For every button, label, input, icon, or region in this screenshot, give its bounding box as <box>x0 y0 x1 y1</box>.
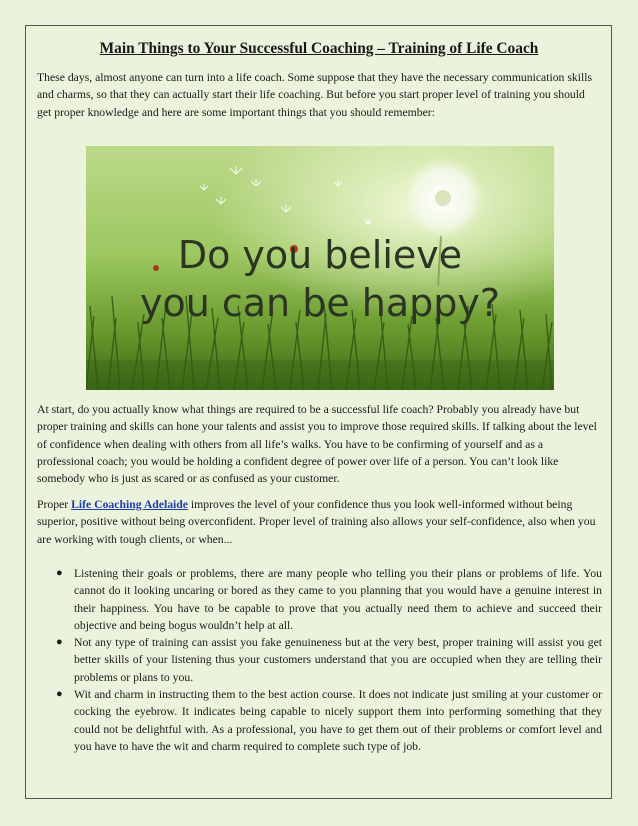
bullet-icon: ● <box>56 636 63 649</box>
image-caption-line1: Do you believe <box>177 233 463 277</box>
body-paragraph-2: At start, do you actually know what things are required to be a successful life coach? Probably you already have but proper training and skills can hone your talents and assist you to improve those required skills. If talking about the level of confidence when dealing with others from all life’s walks. You have to be confirming of yourself and as a professional coach; you would be holding a confident degree of power over life of a person. You can’t look like somebody who is just as scared or as confused as your customer. <box>37 403 597 486</box>
para3-rest-text: improves the level of your confidence thus you look well-informed without being superior, positive without being overconfident. Proper level of training also allows your self-confidence, also when you are working with tough clients, or when... <box>37 498 596 546</box>
bullet-icon: ● <box>56 688 63 701</box>
hero-image <box>86 146 554 390</box>
list-item-text: Not any type of training can assist you fake genuineness but at the very best, proper training will assist you get better skills of your listening thus your customers understand that you are occupied when they are telling their problems or plans to you. <box>74 636 602 684</box>
document-title: Main Things to Your Successful Coaching – Training of Life Coach <box>99 40 539 57</box>
life-coaching-adelaide-link[interactable]: Life Coaching Adelaide <box>71 498 188 511</box>
intro-paragraph: These days, almost anyone can turn into a life coach. Some suppose that they have the necessary communication skills and charms, so that they can actually start their life coaching. But before you start proper level of training you should get proper knowledge and here are some important things that you should remember: <box>37 71 593 119</box>
list-item <box>37 634 602 686</box>
image-caption-line2: you can be happy? <box>139 281 501 325</box>
para3-lead-text: Proper <box>37 498 72 511</box>
list-item <box>37 565 602 634</box>
list-item-text: Wit and charm in instructing them to the best action course. It does not indicate just smiling at your customer or cocking the eyebrow. It indicates being capable to nicely support them into performing something that they could not be delightful with. As a professional, you have to get them out of their problems or comfort level and you have to have the wit and charm required to complete such type of job. <box>74 688 602 753</box>
bullet-icon: ● <box>56 567 63 579</box>
list-item <box>37 686 602 755</box>
list-item-text: Listening their goals or problems, there are many people who telling you their plans or problems of life. You cannot do it looking uncaring or bored as they came to you planning that you would have a genuine interest in their happiness. You have to be capable to prove that you actually need them to achieve and succeed their objective and being bogus wouldn’t help at all. <box>74 567 602 632</box>
body-paragraph-3 <box>37 496 602 548</box>
bullet-list <box>37 565 602 755</box>
